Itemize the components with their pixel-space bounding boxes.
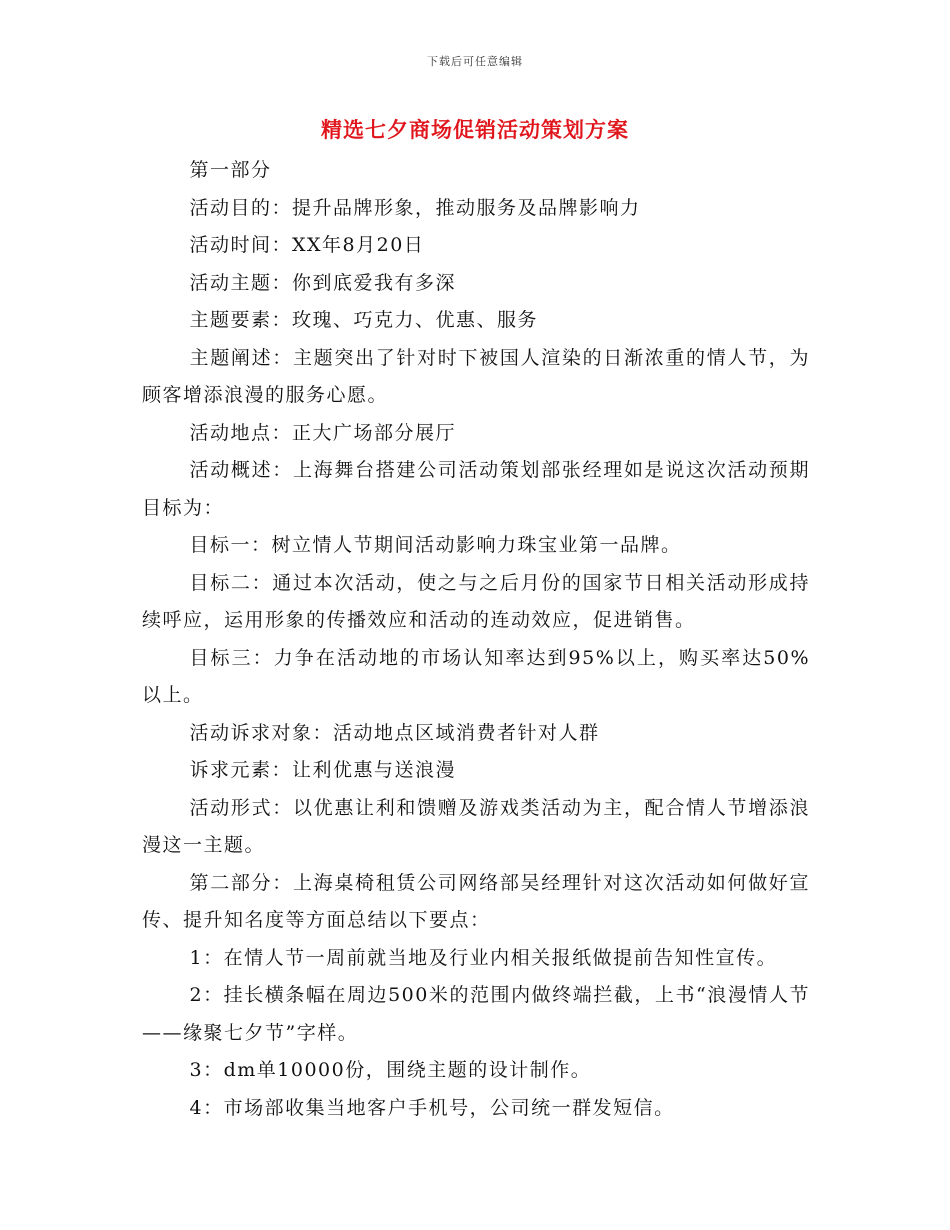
paragraph: 活动主题：你到底爱我有多深 (189, 271, 457, 294)
paragraph: 目标三：力争在活动地的市场认知率达到95%以上，购买率达50%以上。 (142, 646, 810, 706)
paragraph: 1：在情人节一周前就当地及行业内相关报纸做提前告知性宣传。 (189, 946, 778, 969)
paragraph: 活动形式：以优惠让利和馈赠及游戏类活动为主，配合情人节增添浪漫这一主题。 (142, 796, 810, 856)
paragraph: 活动时间：XX年8月20日 (189, 234, 425, 256)
paragraph: 3：dm单10000份，围绕主题的设计制作。 (189, 1059, 592, 1081)
paragraph: 主题阐述：主题突出了针对时下被国人渲染的日渐浓重的情人节，为顾客增添浪漫的服务心愿。 (142, 346, 810, 406)
paragraph: 活动诉求对象：活动地点区域消费者针对人群 (189, 721, 600, 744)
paragraph: 诉求元素：让利优惠与送浪漫 (189, 759, 457, 781)
paragraph: 第二部分：上海桌椅租赁公司网络部吴经理针对这次活动如何做好宣传、提升知名度等方面总结以下要点： (142, 871, 810, 931)
paragraph: 2：挂长横条幅在周边500米的范围内做终端拦截，上书“浪漫情人节——缘聚七夕节”字样。 (142, 984, 810, 1044)
paragraph: 目标二：通过本次活动，使之与之后月份的国家节日相关活动形成持续呼应，运用形象的传播效应和活动的连动效应，促进销售。 (142, 571, 810, 631)
paragraph: 目标一：树立情人节期间活动影响力珠宝业第一品牌。 (189, 534, 682, 556)
paragraph: 主题要素：玫瑰、巧克力、优惠、服务 (189, 309, 539, 331)
paragraph: 活动地点：正大广场部分展厅 (189, 421, 457, 444)
paragraph: 活动概述：上海舞台搭建公司活动策划部张经理如是说这次活动预期目标为： (142, 459, 810, 519)
paragraph: 4：市场部收集当地客户手机号，公司统一群发短信。 (189, 1096, 675, 1119)
header-note: 下载后可任意编辑 (427, 55, 523, 68)
paragraph: 第一部分 (189, 159, 272, 181)
document-body (142, 152, 810, 1127)
paragraph: 活动目的：提升品牌形象，推动服务及品牌影响力 (189, 196, 641, 219)
document-title: 精选七夕商场促销活动策划方案 (321, 117, 629, 142)
